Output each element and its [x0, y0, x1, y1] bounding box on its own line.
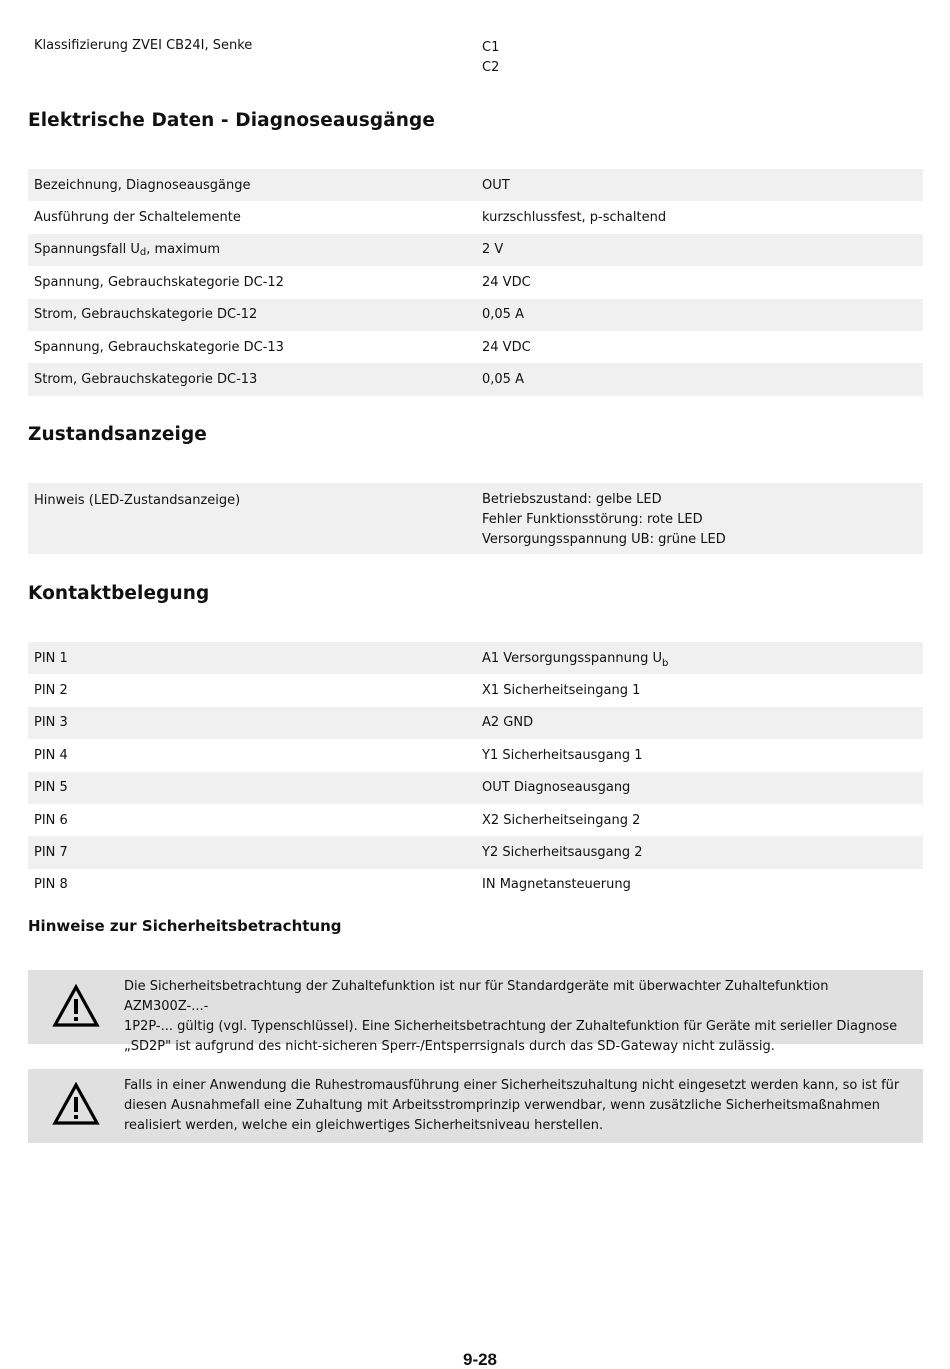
row-value: kurzschlussfest, p-schaltend	[482, 210, 667, 226]
warning-text	[124, 977, 909, 1057]
warning-line: realisiert werden, welche ein gleichwertiges Sicherheitsniveau herstellen.	[124, 1118, 604, 1133]
row-label: Strom, Gebrauchskategorie DC-13	[28, 363, 474, 395]
warning-note	[28, 970, 923, 1054]
table-row	[28, 363, 923, 395]
row-value: 24 VDC	[482, 274, 531, 290]
row-label: Spannung, Gebrauchskategorie DC-13	[34, 339, 284, 355]
row-label: PIN 4	[34, 747, 68, 763]
row-label: Spannungsfall $U_d$, maximum	[28, 234, 474, 266]
row-label: Strom, Gebrauchskategorie DC-12	[28, 299, 474, 331]
table-row	[28, 642, 923, 674]
table-row	[28, 169, 923, 201]
row-value: 0,05 A	[474, 363, 923, 395]
warning-line: diesen Ausnahmefall eine Zuhaltung mit Arbeitsstromprinzip verwendbar, wenn zusätzliche Sicherheitsmaßnahmen	[124, 1098, 881, 1113]
row-label: Ausführung der Schaltelemente	[34, 210, 241, 226]
warning-note	[28, 1069, 923, 1143]
row-value: Y1 Sicherheitsausgang 1	[482, 747, 643, 763]
warning-line: „SD2P" ist aufgrund des nicht-sicheren Sperr-/Entsperrsignals durch das SD-Gateway nicht zulässig.	[124, 1039, 775, 1054]
row-label: PIN 8	[34, 877, 68, 893]
status-display-row	[28, 483, 923, 554]
table-row	[28, 201, 923, 233]
table-row	[28, 707, 923, 739]
row-label: Hinweis (LED-Zustandsanzeige)	[34, 493, 241, 508]
row-value: OUT Diagnoseausgang	[474, 772, 923, 804]
row-label: Spannung, Gebrauchskategorie DC-12	[34, 274, 284, 290]
row-value: Y2 Sicherheitsausgang 2	[474, 836, 923, 868]
row-label: PIN 5	[28, 772, 474, 804]
row-value: IN Magnetansteuerung	[482, 877, 631, 893]
row-value: A2 GND	[474, 707, 923, 739]
row-value	[482, 490, 726, 550]
page-number: 9-28	[462, 1350, 498, 1369]
status-line: Versorgungsspannung UB: grüne LED	[482, 532, 726, 547]
classification-value: C2	[482, 60, 500, 75]
classification-values	[482, 38, 499, 78]
classification-label: Klassifizierung ZVEI CB24I, Senke	[34, 38, 253, 53]
row-value: 24 VDC	[482, 339, 531, 355]
row-label: PIN 3	[28, 707, 474, 739]
table-row	[28, 869, 923, 901]
row-value: 0,05 A	[474, 299, 923, 331]
pin-assignment-table	[28, 642, 923, 901]
row-label: PIN 7	[28, 836, 474, 868]
classification-value: C1	[482, 40, 500, 55]
row-value: X2 Sicherheitseingang 2	[482, 812, 641, 828]
table-row	[28, 266, 923, 298]
warning-triangle-icon	[52, 1082, 100, 1126]
table-row	[28, 739, 923, 771]
row-label: Bezeichnung, Diagnoseausgänge	[28, 169, 474, 201]
warning-line: Falls in einer Anwendung die Ruhestromausführung einer Sicherheitszuhaltung nicht eingesetzt werden kann, so ist für	[124, 1078, 900, 1093]
table-row	[28, 299, 923, 331]
section-heading-status-display: Zustandsanzeige	[28, 424, 207, 445]
diagnostic-outputs-table	[28, 169, 923, 396]
section-heading-safety-notes: Hinweise zur Sicherheitsbetrachtung	[28, 917, 342, 935]
warning-line: Die Sicherheitsbetrachtung der Zuhaltefunktion ist nur für Standardgeräte mit überwachter Zuhaltefunktion AZM300Z-...-	[124, 979, 829, 1014]
status-line: Betriebszustand: gelbe LED	[482, 492, 662, 507]
row-label: PIN 1	[28, 642, 474, 674]
row-value: A1 Versorgungsspannung $U_b$	[474, 642, 923, 674]
table-row	[28, 772, 923, 804]
warning-line: 1P2P-... gültig (vgl. Typenschlüssel). Eine Sicherheitsbetrachtung der Zuhaltefunktion für Geräte mit serieller Diagnose	[124, 1019, 898, 1034]
table-row	[28, 331, 923, 363]
table-row	[28, 804, 923, 836]
section-heading-diagnostic-outputs: Elektrische Daten - Diagnoseausgänge	[28, 110, 436, 131]
row-value: X1 Sicherheitseingang 1	[482, 683, 641, 699]
table-row	[28, 836, 923, 868]
warning-text	[124, 1076, 909, 1136]
status-line: Fehler Funktionsstörung: rote LED	[482, 512, 703, 527]
row-label: PIN 6	[34, 812, 68, 828]
warning-triangle-icon	[52, 984, 100, 1028]
table-row	[28, 674, 923, 706]
row-value: OUT	[474, 169, 923, 201]
table-row	[28, 234, 923, 266]
row-value: 2 V	[474, 234, 923, 266]
section-heading-pin-assignment: Kontaktbelegung	[28, 583, 210, 604]
row-label: PIN 2	[34, 683, 68, 699]
